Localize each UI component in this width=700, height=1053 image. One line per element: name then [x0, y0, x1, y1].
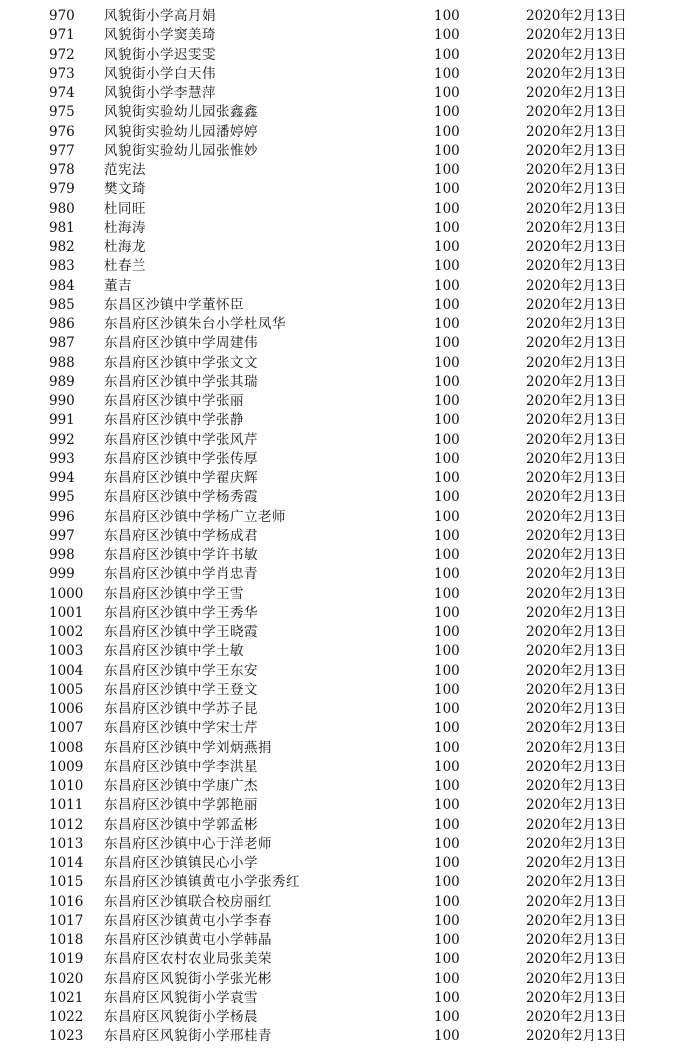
donation-date: 2020年2月13日 — [526, 527, 627, 544]
donor-name: 东昌府区沙镇中学康广杰 — [104, 778, 258, 794]
donation-amount: 100 — [434, 739, 460, 756]
donor-name: 杜海龙 — [104, 239, 146, 255]
donor-name: 东昌府区沙镇中学王东安 — [104, 662, 258, 679]
row-number: 1006 — [49, 701, 84, 717]
table-row — [0, 296, 700, 315]
row-number: 1012 — [49, 816, 84, 833]
donor-name: 东昌府区沙镇朱台小学杜凤华 — [104, 316, 286, 332]
donor-name: 东昌府区沙镇中学郭孟彬 — [104, 816, 258, 833]
row-number: 971 — [49, 27, 75, 44]
donor-name: 风貌街实验幼儿园张鑫鑫 — [104, 104, 258, 121]
table-row — [0, 719, 700, 738]
donation-amount: 100 — [434, 1028, 460, 1045]
donation-date: 2020年2月13日 — [526, 46, 627, 63]
table-row — [0, 277, 700, 296]
donation-date: 2020年2月13日 — [526, 835, 627, 852]
row-number: 1020 — [49, 970, 84, 987]
table-row — [0, 816, 700, 835]
donation-date: 2020年2月13日 — [526, 758, 627, 775]
donor-name: 东昌府区沙镇中学王雪 — [104, 585, 244, 602]
donation-date: 2020年2月13日 — [526, 296, 627, 313]
row-number: 992 — [49, 431, 75, 448]
donation-amount: 100 — [434, 489, 460, 506]
donation-amount: 100 — [434, 335, 460, 352]
donation-date: 2020年2月13日 — [526, 431, 627, 448]
donor-name: 风貌街实验幼儿园潘婷婷 — [104, 123, 258, 140]
table-row — [0, 642, 700, 661]
table-row — [0, 180, 700, 199]
donor-name: 东昌府区沙镇中学杨秀霞 — [104, 489, 258, 506]
row-number: 987 — [49, 335, 75, 352]
donation-date: 2020年2月13日 — [526, 258, 627, 275]
donation-date: 2020年2月13日 — [526, 566, 627, 583]
donor-name: 东昌府区沙镇中学周建伟 — [104, 335, 258, 352]
row-number: 1005 — [49, 681, 84, 698]
row-number: 996 — [49, 508, 75, 525]
row-number: 1000 — [49, 585, 84, 602]
donation-amount: 100 — [434, 470, 460, 486]
donation-date: 2020年2月13日 — [526, 335, 627, 352]
row-number: 982 — [49, 239, 75, 255]
donation-date: 2020年2月13日 — [526, 585, 627, 602]
table-row — [0, 46, 700, 65]
donor-name: 东昌府区风貌街小学杨晨 — [104, 1009, 258, 1025]
row-number: 1015 — [49, 874, 84, 891]
table-row — [0, 662, 700, 681]
row-number: 986 — [49, 316, 75, 332]
donor-name: 东昌府区沙镇镇黄屯小学张秀红 — [104, 874, 300, 891]
donation-date: 2020年2月13日 — [526, 778, 627, 794]
table-row — [0, 1008, 700, 1027]
table-row — [0, 835, 700, 854]
donation-amount: 100 — [434, 354, 460, 371]
donor-name: 东昌府区沙镇中学许书敏 — [104, 547, 258, 563]
donor-name: 风貌街小学李慧萍 — [104, 85, 216, 101]
table-row — [0, 469, 700, 488]
donation-date: 2020年2月13日 — [526, 65, 627, 82]
row-number: 970 — [49, 8, 75, 24]
row-number: 993 — [49, 450, 75, 467]
row-number: 975 — [49, 104, 75, 121]
row-number: 988 — [49, 354, 75, 371]
row-number: 976 — [49, 123, 75, 140]
table-row — [0, 777, 700, 796]
donor-name: 风貌街实验幼儿园张惟妙 — [104, 142, 258, 159]
table-row — [0, 26, 700, 45]
table-row — [0, 238, 700, 257]
table-row — [0, 931, 700, 950]
donation-amount: 100 — [434, 835, 460, 852]
row-number: 978 — [49, 162, 75, 178]
donor-name: 东昌府区沙镇中学张其瑞 — [104, 373, 258, 390]
table-row — [0, 334, 700, 353]
row-number: 995 — [49, 489, 75, 506]
table-row — [0, 950, 700, 969]
donation-date: 2020年2月13日 — [526, 123, 627, 140]
table-row — [0, 796, 700, 815]
table-row — [0, 65, 700, 84]
donation-list — [0, 7, 700, 1047]
donation-date: 2020年2月13日 — [526, 874, 627, 891]
donation-amount: 100 — [434, 27, 460, 44]
table-row — [0, 392, 700, 411]
donation-amount: 100 — [434, 104, 460, 121]
table-row — [0, 7, 700, 26]
donor-name: 杜同旺 — [104, 200, 146, 217]
donation-date: 2020年2月13日 — [526, 508, 627, 525]
donation-date: 2020年2月13日 — [526, 316, 627, 332]
row-number: 974 — [49, 85, 75, 101]
donor-name: 东昌府区沙镇镇民心小学 — [104, 855, 258, 871]
donor-name: 东昌府区沙镇中学张静 — [104, 412, 244, 429]
table-row — [0, 527, 700, 546]
row-number: 990 — [49, 393, 75, 409]
donor-name: 东昌府区沙镇中学杨成君 — [104, 527, 258, 544]
donation-date: 2020年2月13日 — [526, 200, 627, 217]
donor-name: 东昌府区沙镇中学肖忠青 — [104, 566, 258, 583]
donation-amount: 100 — [434, 662, 460, 679]
donation-amount: 100 — [434, 643, 460, 660]
donation-amount: 100 — [434, 277, 460, 294]
donation-amount: 100 — [434, 373, 460, 390]
row-number: 1009 — [49, 758, 84, 775]
row-number: 994 — [49, 470, 75, 486]
donation-date: 2020年2月13日 — [526, 681, 627, 698]
donation-amount: 100 — [434, 951, 460, 968]
donation-date: 2020年2月13日 — [526, 662, 627, 679]
row-number: 985 — [49, 296, 75, 313]
row-number: 981 — [49, 219, 75, 236]
donation-date: 2020年2月13日 — [526, 162, 627, 178]
donation-amount: 100 — [434, 316, 460, 332]
donation-amount: 100 — [434, 874, 460, 891]
donor-name: 范宪法 — [104, 162, 146, 178]
table-row — [0, 758, 700, 777]
row-number: 998 — [49, 547, 75, 563]
row-number: 984 — [49, 277, 75, 294]
donation-amount: 100 — [434, 701, 460, 717]
donation-date: 2020年2月13日 — [526, 970, 627, 987]
row-number: 989 — [49, 373, 75, 390]
table-row — [0, 1027, 700, 1046]
donation-amount: 100 — [434, 932, 460, 948]
table-row — [0, 604, 700, 623]
donation-date: 2020年2月13日 — [526, 412, 627, 429]
row-number: 1010 — [49, 778, 84, 794]
donor-name: 东昌府区沙镇中学张传厚 — [104, 450, 258, 467]
donation-date: 2020年2月13日 — [526, 989, 627, 1006]
donor-name: 东昌府区沙镇中学苏子昆 — [104, 701, 258, 717]
donation-amount: 100 — [434, 566, 460, 583]
table-row — [0, 623, 700, 642]
donor-name: 风貌街小学窦美琦 — [104, 27, 216, 44]
donation-amount: 100 — [434, 778, 460, 794]
donor-name: 东昌区沙镇中学董怀臣 — [104, 296, 244, 313]
row-number: 1013 — [49, 835, 84, 852]
row-number: 1004 — [49, 662, 84, 679]
table-row — [0, 84, 700, 103]
table-row — [0, 681, 700, 700]
row-number: 997 — [49, 527, 75, 544]
row-number: 999 — [49, 566, 75, 583]
donation-amount: 100 — [434, 797, 460, 814]
donor-name: 东昌府区沙镇中学郭艳丽 — [104, 797, 258, 814]
donor-name: 东昌府区沙镇中学张丽 — [104, 393, 244, 409]
donation-amount: 100 — [434, 258, 460, 275]
table-row — [0, 315, 700, 334]
donation-date: 2020年2月13日 — [526, 893, 627, 910]
row-number: 1016 — [49, 893, 84, 910]
donation-amount: 100 — [434, 200, 460, 217]
donor-name: 东昌府区沙镇中学翟庆辉 — [104, 470, 258, 486]
donor-name: 东昌府区农村农业局张美荣 — [104, 951, 272, 968]
row-number: 980 — [49, 200, 75, 217]
table-row — [0, 488, 700, 507]
donor-name: 风貌街小学迟雯雯 — [104, 46, 216, 63]
donor-name: 东昌府区沙镇中心于洋老师 — [104, 835, 272, 852]
donation-date: 2020年2月13日 — [526, 373, 627, 390]
donor-name: 东昌府区风貌街小学袁雪 — [104, 989, 258, 1006]
table-row — [0, 585, 700, 604]
donation-date: 2020年2月13日 — [526, 701, 627, 717]
donor-name: 东昌府区风貌街小学邢桂青 — [104, 1028, 272, 1045]
table-row — [0, 354, 700, 373]
donor-name: 东昌府区风貌街小学张光彬 — [104, 970, 272, 987]
donation-date: 2020年2月13日 — [526, 1028, 627, 1045]
donor-name: 东昌府区沙镇中学土敏 — [104, 643, 244, 660]
donation-amount: 100 — [434, 393, 460, 409]
table-row — [0, 200, 700, 219]
table-row — [0, 508, 700, 527]
donation-amount: 100 — [434, 816, 460, 833]
table-row — [0, 219, 700, 238]
donation-amount: 100 — [434, 912, 460, 929]
donation-date: 2020年2月13日 — [526, 951, 627, 968]
donation-date: 2020年2月13日 — [526, 489, 627, 506]
donation-amount: 100 — [434, 681, 460, 698]
row-number: 1017 — [49, 912, 84, 929]
table-row — [0, 893, 700, 912]
table-row — [0, 700, 700, 719]
donor-name: 东昌府区沙镇联合校房丽红 — [104, 893, 272, 910]
table-row — [0, 373, 700, 392]
donor-name: 东昌府区沙镇中学杨广立老师 — [104, 508, 286, 525]
row-number: 973 — [49, 65, 75, 82]
donation-amount: 100 — [434, 412, 460, 429]
donation-date: 2020年2月13日 — [526, 470, 627, 486]
donation-amount: 100 — [434, 989, 460, 1006]
row-number: 979 — [49, 181, 75, 198]
donation-date: 2020年2月13日 — [526, 219, 627, 236]
donor-name: 樊文琦 — [104, 181, 146, 198]
row-number: 1001 — [49, 604, 84, 621]
donation-date: 2020年2月13日 — [526, 855, 627, 871]
donation-date: 2020年2月13日 — [526, 104, 627, 121]
row-number: 1007 — [49, 720, 84, 737]
donor-name: 东昌府区沙镇黄屯小学韩晶 — [104, 932, 272, 948]
row-number: 1003 — [49, 643, 84, 660]
donation-amount: 100 — [434, 142, 460, 159]
donor-name: 东昌府区沙镇中学王秀华 — [104, 604, 258, 621]
table-row — [0, 142, 700, 161]
donation-amount: 100 — [434, 527, 460, 544]
donor-name: 东昌府区沙镇中学张文文 — [104, 354, 258, 371]
donation-amount: 100 — [434, 1009, 460, 1025]
donor-name: 杜春兰 — [104, 258, 146, 275]
donor-name: 东昌府区沙镇黄屯小学李春 — [104, 912, 272, 929]
donor-name: 东昌府区沙镇中学王晓霞 — [104, 624, 258, 640]
donation-amount: 100 — [434, 239, 460, 255]
donation-date: 2020年2月13日 — [526, 8, 627, 24]
donation-amount: 100 — [434, 758, 460, 775]
row-number: 1019 — [49, 951, 84, 968]
donation-amount: 100 — [434, 720, 460, 737]
donation-amount: 100 — [434, 8, 460, 24]
donation-date: 2020年2月13日 — [526, 181, 627, 198]
donation-amount: 100 — [434, 547, 460, 563]
table-row — [0, 873, 700, 892]
table-row — [0, 970, 700, 989]
donation-amount: 100 — [434, 970, 460, 987]
table-row — [0, 912, 700, 931]
donation-date: 2020年2月13日 — [526, 797, 627, 814]
donation-amount: 100 — [434, 65, 460, 82]
donor-name: 风貌街小学高月娟 — [104, 8, 216, 24]
row-number: 1011 — [49, 797, 84, 814]
donor-name: 东昌府区沙镇中学刘炳燕捐 — [104, 739, 272, 756]
donation-amount: 100 — [434, 123, 460, 140]
donation-amount: 100 — [434, 508, 460, 525]
donation-date: 2020年2月13日 — [526, 604, 627, 621]
donor-name: 风貌街小学白天伟 — [104, 65, 216, 82]
donation-date: 2020年2月13日 — [526, 1009, 627, 1025]
donation-date: 2020年2月13日 — [526, 354, 627, 371]
donation-date: 2020年2月13日 — [526, 85, 627, 101]
donor-name: 杜海涛 — [104, 219, 146, 236]
donation-amount: 100 — [434, 46, 460, 63]
donation-amount: 100 — [434, 296, 460, 313]
donation-date: 2020年2月13日 — [526, 142, 627, 159]
donation-amount: 100 — [434, 162, 460, 178]
row-number: 1008 — [49, 739, 84, 756]
table-row — [0, 123, 700, 142]
donation-amount: 100 — [434, 624, 460, 640]
row-number: 972 — [49, 46, 75, 63]
donation-amount: 100 — [434, 219, 460, 236]
table-row — [0, 989, 700, 1008]
table-row — [0, 411, 700, 430]
donation-amount: 100 — [434, 604, 460, 621]
donation-amount: 100 — [434, 893, 460, 910]
table-row — [0, 546, 700, 565]
donation-amount: 100 — [434, 450, 460, 467]
donation-date: 2020年2月13日 — [526, 932, 627, 948]
row-number: 1014 — [49, 855, 84, 871]
table-row — [0, 257, 700, 276]
donor-name: 东昌府区沙镇中学宋士芹 — [104, 720, 258, 737]
donor-name: 东昌府区沙镇中学张风芹 — [104, 431, 258, 448]
donation-date: 2020年2月13日 — [526, 450, 627, 467]
table-row — [0, 103, 700, 122]
donation-amount: 100 — [434, 855, 460, 871]
row-number: 977 — [49, 142, 75, 159]
donor-name: 东昌府区沙镇中学李洪星 — [104, 758, 258, 775]
donation-date: 2020年2月13日 — [526, 239, 627, 255]
donation-date: 2020年2月13日 — [526, 547, 627, 563]
row-number: 1023 — [49, 1028, 84, 1045]
donation-date: 2020年2月13日 — [526, 720, 627, 737]
row-number: 1022 — [49, 1009, 84, 1025]
table-row — [0, 565, 700, 584]
donation-amount: 100 — [434, 431, 460, 448]
table-row — [0, 739, 700, 758]
donation-date: 2020年2月13日 — [526, 912, 627, 929]
row-number: 1002 — [49, 624, 84, 640]
row-number: 991 — [49, 412, 75, 429]
donation-date: 2020年2月13日 — [526, 643, 627, 660]
donation-amount: 100 — [434, 181, 460, 198]
donation-date: 2020年2月13日 — [526, 624, 627, 640]
donation-date: 2020年2月13日 — [526, 27, 627, 44]
donation-date: 2020年2月13日 — [526, 816, 627, 833]
donation-date: 2020年2月13日 — [526, 739, 627, 756]
donation-date: 2020年2月13日 — [526, 393, 627, 409]
table-row — [0, 161, 700, 180]
donation-date: 2020年2月13日 — [526, 277, 627, 294]
table-row — [0, 854, 700, 873]
donation-amount: 100 — [434, 85, 460, 101]
row-number: 1018 — [49, 932, 84, 948]
donor-name: 董吉 — [104, 277, 132, 294]
donation-amount: 100 — [434, 585, 460, 602]
donor-name: 东昌府区沙镇中学王登文 — [104, 681, 258, 698]
table-row — [0, 431, 700, 450]
table-row — [0, 450, 700, 469]
row-number: 1021 — [49, 989, 84, 1006]
row-number: 983 — [49, 258, 75, 275]
